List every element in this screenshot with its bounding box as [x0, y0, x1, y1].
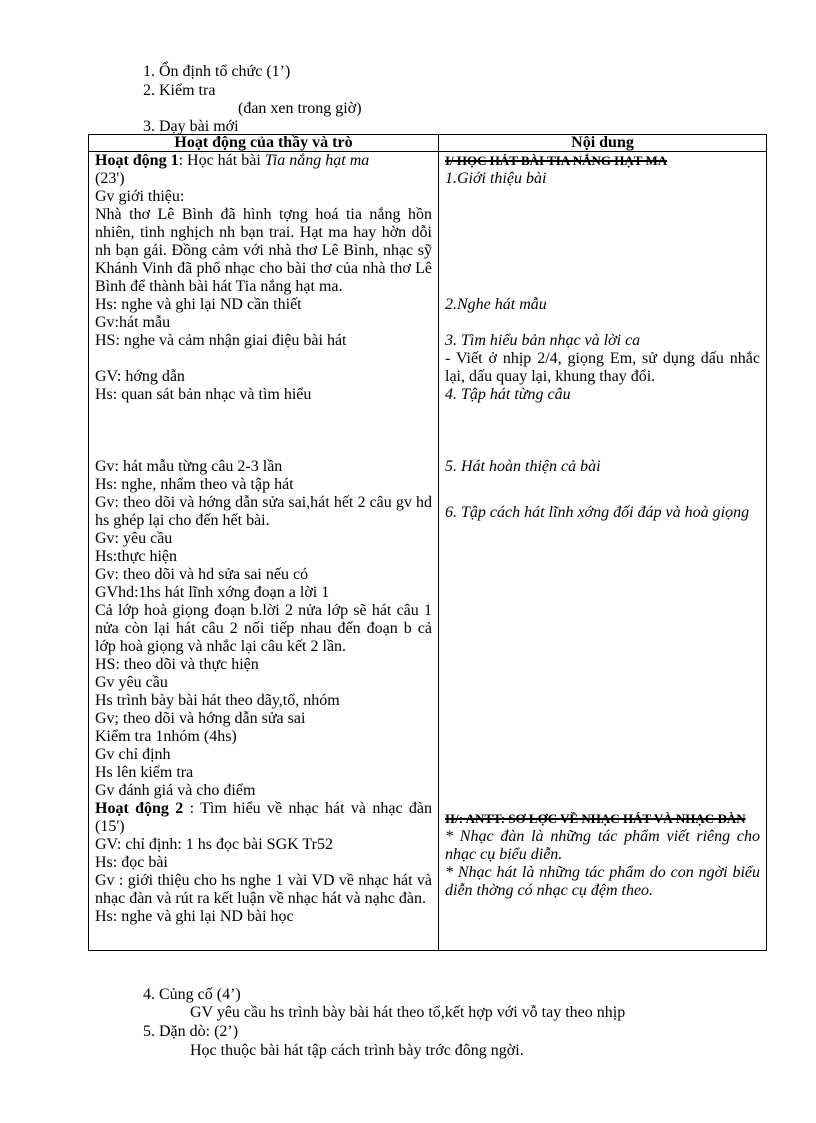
- table-body-row: [89, 152, 767, 951]
- header-item-1: 1. Ổn định tổ chức (1’): [143, 63, 291, 80]
- left-line: Hs trình bày bài hát theo dãy,tổ, nhóm: [95, 692, 340, 709]
- left-line: GV: hớng dẫn: [95, 368, 185, 385]
- activity-1-song: Tia nắng hạt ma: [264, 152, 370, 169]
- activity-2-text: : Tìm hiểu về nhạc hát và nhạc đàn (15'): [95, 800, 432, 835]
- lesson-table: [88, 134, 767, 951]
- header-item-3: 3. Dạy bài mới: [143, 118, 239, 135]
- left-line: Nhà thơ Lê Bình đã hình tợng hoá tia nắng hồn nhiên, tinh nghịch nh bạn trai. Hạt ma hay hờn dỗi nh bạn gái. Đồng cảm với nhà thơ Lê Bình, nhạc sỹ Khánh Vinh đã phổ nhạc cho bài thơ của nhà thơ Lê Bình để thành bài hát Tia nắng hạt ma.: [95, 206, 432, 295]
- left-line: Hs lên kiểm tra: [95, 764, 194, 781]
- left-line: Gv: theo dõi và hd sửa sai nếu có: [95, 566, 309, 583]
- left-line: GVhd:1hs hát lĩnh xớng đoạn a lời 1: [95, 584, 330, 601]
- left-line: HS: theo dõi và thực hiện: [95, 656, 259, 673]
- left-line: Hs: nghe, nhẩm theo và tập hát: [95, 476, 294, 493]
- col-left-title: Hoạt động của thầy và trò: [89, 135, 439, 152]
- left-line: Hs: nghe và ghi lại ND cần thiết: [95, 296, 302, 313]
- col-right-title: Nội dung: [439, 135, 767, 152]
- left-line: GV: chỉ định: 1 hs đọc bài SGK Tr52: [95, 836, 333, 853]
- right-column: [439, 152, 767, 951]
- activity-1-heading: [95, 152, 432, 170]
- left-line: Gv: yêu cầu: [95, 530, 173, 547]
- left-line: Hs: đọc bài: [95, 854, 168, 871]
- left-line: Gv chỉ định: [95, 746, 171, 763]
- content-item: 4. Tập hát từng câu: [445, 386, 571, 403]
- left-line: Gv: hát mẫu từng câu 2-3 lần: [95, 458, 283, 475]
- left-line: Gv; theo dõi và hớng dẫn sửa sai: [95, 710, 306, 727]
- left-line: Cả lớp hoà giọng đoạn b.lời 2 nửa lớp sẽ hát câu 1 nửa còn lại hát câu 2 nối tiếp nhau đến đoạn b cả lớp hoà giọng và nhắc lại câu kết 2 lần.: [95, 602, 432, 655]
- header-item-2: 2. Kiểm tra: [143, 82, 216, 99]
- left-line: HS: nghe và cảm nhận giai điệu bài hát: [95, 332, 347, 349]
- table-header-row: [89, 135, 767, 152]
- activity-2-label: Hoạt động 2: [95, 800, 184, 817]
- left-line: Gv đánh giá và cho điểm: [95, 782, 256, 799]
- section-2-title: II/: ANTT: SƠ LỢC VỀ NHẠC HÁT VÀ NHẠC ĐÀN: [445, 811, 746, 826]
- activity-2-heading: [95, 800, 432, 836]
- content-item: 5. Hát hoàn thiện cả bài: [445, 458, 601, 475]
- content-item: 6. Tập cách hát lĩnh xớng đối đáp và hoà giọng: [445, 504, 750, 521]
- footer-item-4: 4. Củng cố (4’): [143, 986, 241, 1003]
- left-line: Gv: theo dõi và hớng dẫn sửa sai,hát hết 2 câu gv hd hs ghép lại cho đến hết bài.: [95, 494, 432, 529]
- content-item: 2.Nghe hát mẫu: [445, 296, 547, 313]
- activity-1-label: Hoạt động 1: [95, 152, 179, 169]
- left-line: Gv:hát mẫu: [95, 314, 171, 331]
- content-item: - Viết ở nhịp 2/4, giọng Em, sử dụng dấu nhắc lại, dấu quay lại, khung thay đổi.: [445, 350, 760, 385]
- content-item: 3. Tìm hiểu bản nhạc và lời ca: [445, 332, 641, 349]
- activity-1-text: : Học hát bài: [178, 152, 265, 169]
- content-item: * Nhạc hát là những tác phẩm do con ngời biểu diễn thờng có nhạc cụ đệm theo.: [445, 864, 760, 899]
- left-line: Gv yêu cầu: [95, 674, 168, 691]
- left-line: Hs:thực hiện: [95, 548, 177, 565]
- footer-item-5-text: Học thuộc bài hát tập cách trình bày trớc đông ngời.: [190, 1042, 524, 1059]
- left-line: Hs: nghe và ghi lại ND bài học: [95, 908, 294, 925]
- header-item-2-note: (đan xen trong giờ): [238, 100, 362, 117]
- left-line: Gv giới thiệu:: [95, 188, 185, 205]
- footer-item-5: 5. Dặn dò: (2’): [143, 1023, 239, 1040]
- activity-1-time: (23'): [95, 170, 125, 187]
- content-item: * Nhạc đàn là những tác phẩm viết riêng cho nhạc cụ biểu diễn.: [445, 828, 760, 863]
- section-1-title: I/ HỌC HÁT BÀI TIA NẮNG HẠT MA: [445, 153, 668, 168]
- footer-item-4-text: GV yêu cầu hs trình bày bài hát theo tổ,kết hợp với vỗ tay theo nhịp: [190, 1004, 626, 1021]
- left-line: Gv : giới thiệu cho hs nghe 1 vài VD về nhạc hát và nhạc đàn và rút ra kết luận về nhạc hát và nạhc đàn.: [95, 872, 432, 907]
- left-line: Hs: quan sát bản nhạc và tìm hiểu: [95, 386, 312, 403]
- left-line: Kiểm tra 1nhóm (4hs): [95, 728, 237, 745]
- content-item: 1.Giới thiệu bài: [445, 170, 547, 187]
- left-column: [89, 152, 439, 951]
